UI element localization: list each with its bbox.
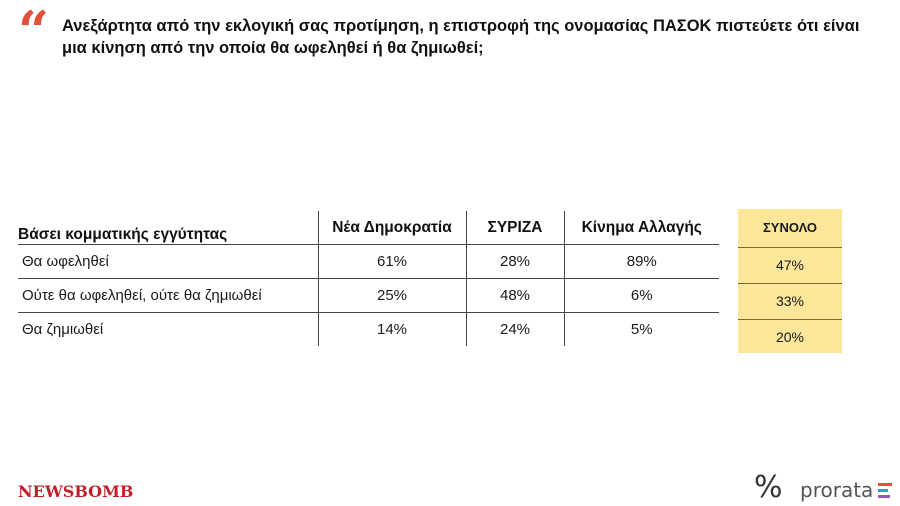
table-cell: 48% [466, 279, 564, 313]
column-header: Νέα Δημοκρατία [318, 211, 466, 245]
bar-icon [878, 489, 888, 492]
table-cell: 61% [318, 245, 466, 279]
bar-icon [878, 483, 892, 486]
results-table [18, 211, 719, 346]
column-header: ΣΥΡΙΖΑ [466, 211, 564, 245]
table-row [18, 279, 719, 313]
table-cell: 24% [466, 313, 564, 347]
bar-icon [878, 495, 890, 498]
row-label: Θα ζημιωθεί [22, 321, 104, 338]
quote-mark-icon: “ [18, 0, 50, 63]
row-label: Θα ωφεληθεί [22, 253, 109, 270]
table-cell: 5% [564, 313, 719, 347]
total-cell: 47% [738, 248, 842, 284]
prorata-logo: prorata [800, 478, 874, 502]
base-label: Βάσει κομματικής εγγύτητας [18, 226, 228, 243]
total-header: ΣΥΝΟΛΟ [738, 209, 842, 248]
newsbomb-logo: NEWSBOMB [18, 482, 134, 501]
total-cell: 20% [775, 329, 805, 345]
survey-question: Ανεξάρτητα από την εκλογική σας προτίμηση, η επιστροφή της ονομασίας ΠΑΣΟΚ πιστεύετε ότι είναι μια κίνηση από την οποία θα ωφεληθεί ή θα ζημιωθεί; [62, 17, 860, 57]
table-cell: 6% [564, 279, 719, 313]
prorata-bars-icon [878, 483, 892, 499]
table-row [18, 313, 719, 347]
total-column [738, 209, 842, 353]
row-label: Ούτε θα ωφεληθεί, ούτε θα ζημιωθεί [22, 287, 262, 304]
column-header: Κίνημα Αλλαγής [564, 211, 719, 245]
table-cell: 14% [318, 313, 466, 347]
percent-icon: % [754, 470, 783, 505]
table-header-row [18, 211, 719, 245]
table-cell: 89% [564, 245, 719, 279]
table-cell: 28% [466, 245, 564, 279]
total-cell: 33% [738, 284, 842, 320]
table-row [18, 245, 719, 279]
table-cell: 25% [318, 279, 466, 313]
